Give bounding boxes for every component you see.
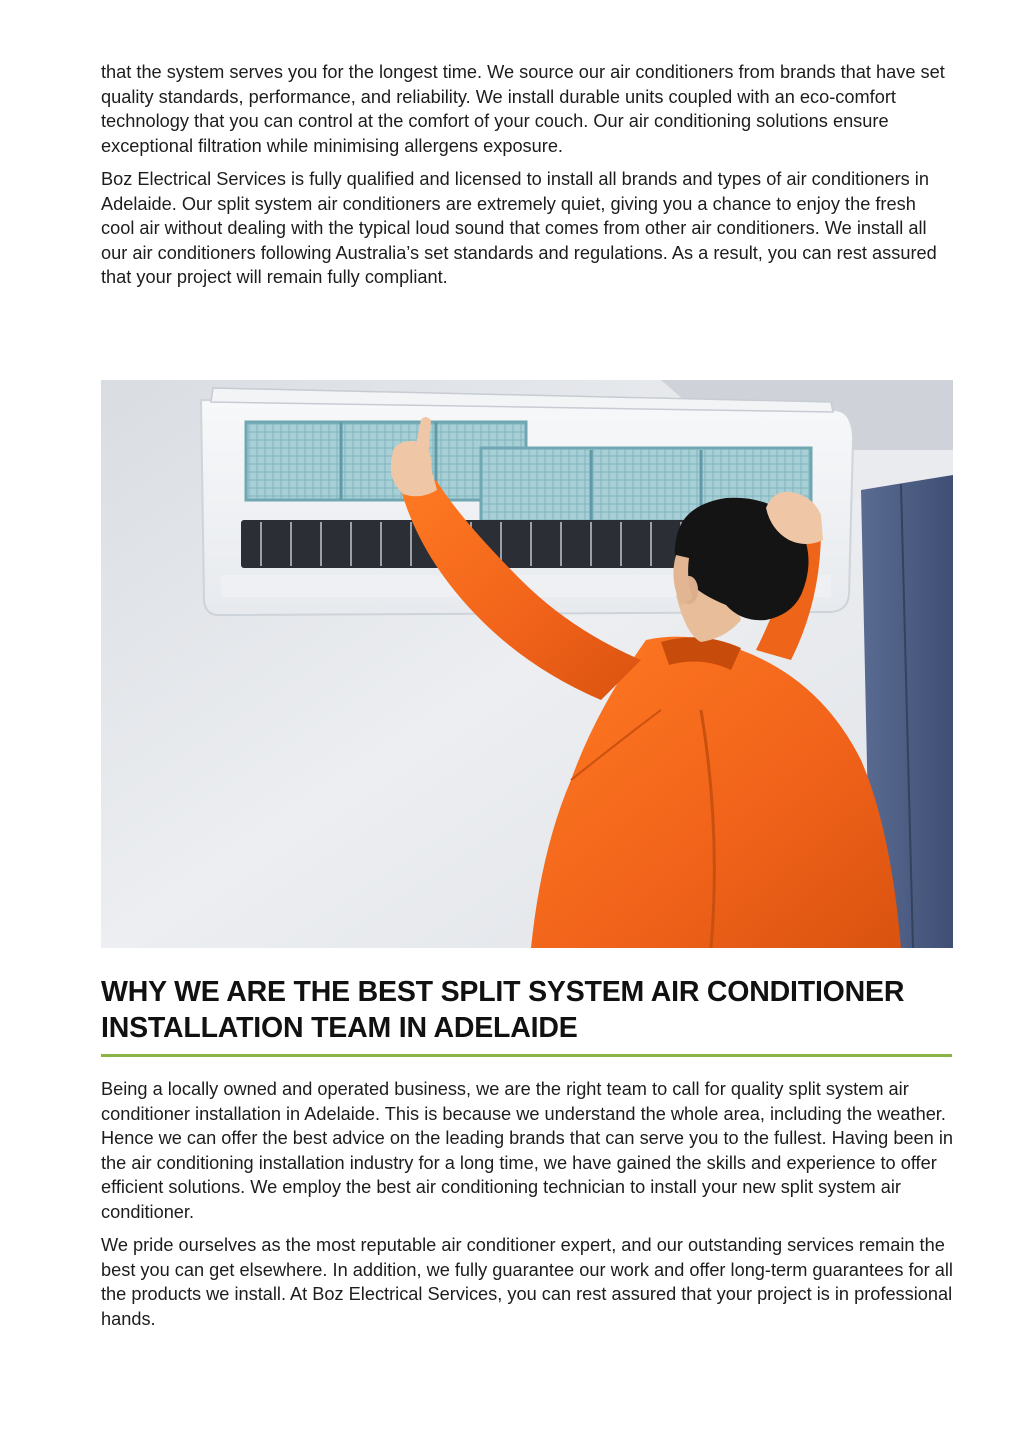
intro-paragraph-2: Boz Electrical Services is fully qualified and licensed to install all brands and types of air conditioners in Adelaide. Our split system air conditioners are extremely quiet, giving you a chance to enjoy the fresh cool air without dealing with the typical loud sound that comes from other air conditioners. We install all our air conditioners following Australia’s set standards and regulations. As a result, you can rest assured that your project will remain fully compliant. (101, 169, 937, 287)
heading-underline-divider (101, 1054, 952, 1057)
section-heading-line-2: INSTALLATION TEAM IN ADELAIDE (101, 1012, 578, 1044)
intro-text-block (101, 60, 953, 299)
section-paragraph-2: We pride ourselves as the most reputable air conditioner expert, and our outstanding services remain the best you can get elsewhere. In addition, we fully guarantee our work and offer long-term guarantees for all the products we install. At Boz Electrical Services, you can rest assured that your project is in professional hands. (101, 1235, 953, 1329)
section-heading-line-1: WHY WE ARE THE BEST SPLIT SYSTEM AIR CONDITIONER (101, 976, 905, 1008)
technician-installing-air-conditioner-photo (101, 380, 953, 948)
section-paragraph-1: Being a locally owned and operated business, we are the right team to call for quality split system air conditioner installation in Adelaide. This is because we understand the whole area, including the weather. Hence we can offer the best advice on the leading brands that can serve you to the fullest. Having been in the air conditioning installation industry for a long time, we have gained the skills and experience to offer efficient solutions. We employ the best air conditioning technician to install your new split system air conditioner. (101, 1079, 953, 1222)
intro-paragraph-1: that the system serves you for the longest time. We source our air conditioners from brands that have set quality standards, performance, and reliability. We install durable units coupled with an eco-comfort technology that you can control at the comfort of your couch. Our air conditioning solutions ensure exceptional filtration while minimising allergens exposure. (101, 62, 945, 156)
section-heading (101, 974, 953, 1054)
why-best-section (101, 974, 953, 1340)
